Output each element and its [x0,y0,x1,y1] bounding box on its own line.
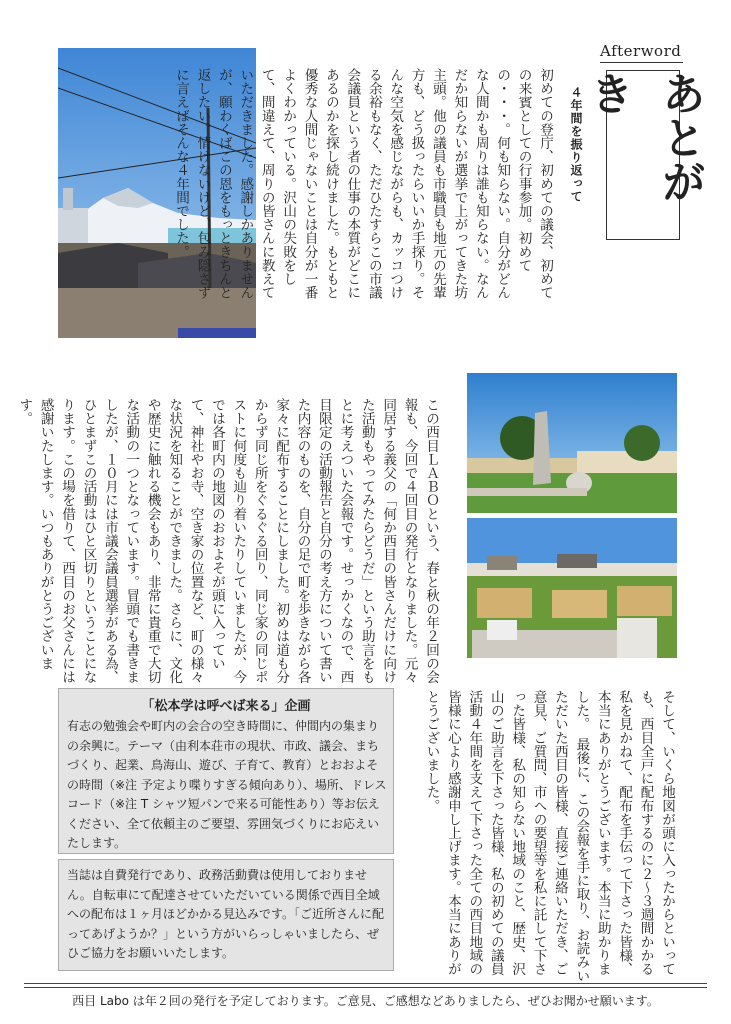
park-photo [467,518,677,658]
thanks-column: そして、いくら地図が頭に入ったからといっても、西目全戸に配布するのに２〜３週間かかる私を見かねて、配布を手伝って下さった皆様、本当にありがとうございます。本当に助かりました。 最後に、この会報を手に取り、お読みいただいた西目の皆様、直接ご連絡いただき、ご意見、ご質問、市への要望等を私に託して下さった皆様、私の知らない地域のこと、歴史、沢山のご助言を下さった皆様、私の初めての議員活動４年間を支えて下さった全ての西目地域の皆様に心より感謝申し上げます。本当にありがとうございました。 [423,690,675,983]
monument-photo [467,373,677,513]
footer-rule [24,987,707,988]
self-funding-note-box [58,859,394,971]
note-box-body: 当誌は自費発行であり、政務活動費は使用しておりません。自転車にて配達させていただいている関係で西目全域への配布は１ヶ月ほどかかる見込みです。「ご近所さんに配ってあげようか？」という方がいらっしゃいましたら、ぜひご協力をお願いいたします。 [67,868,385,960]
header-rule [600,62,683,63]
footer-text: 西目 Labo は年２回の発行を予定しております。ご意見、ご感想などありましたら、ぜひお聞かせ願います。 [72,994,659,1008]
section-subheading: ４年間を振り返って [569,86,583,203]
intro-column: 初めての登庁、初めての議会、初めての来賓としての行事参加。初めての・・・。何も知らない。自分がどんな人間かも周りは誰も知らない。なんだか知らないが選挙で上がってきた坊主頭。他の議員も市職員も地元の先輩方も、どう扱ったらいいか手探り。そんな空気を感じながらも、カッコつける余裕もなく、ただひたすらこの市議会議員という者の仕事の本質がどこにあるのかを探し続けました。もともと優秀な人間じゃないことは自分が一番よくわかっている。沢山の失敗をして、間違えて、周りの皆さんに教えていただきました。感謝しかありませんが、願わくばこの恩をもっときちんと返したい。情けないけど、包み隠さずに言えばそんな４年間でした。 [173,68,553,300]
plan-box-title: 「松本学は呼べば来る」企画 [141,699,311,714]
title-box [582,70,705,240]
plan-box [58,688,394,854]
footer-rule [24,983,707,984]
page-title: あとがき [582,71,705,203]
plan-box-body: 有志の勉強会や町内の会合の空き時間に、仲間内の集まりの余興に。テーマ（由利本荘市の現状、市政、議会、まちづくり、起業、鳥海山、遊び、子育て、教育）とおおよその時間（※注 予定より喋りすぎる傾向あり）、場所、ドレスコード（※注 T シャツ短パンで来る可能性あり）等お伝えください、全て依頼主のご要望、雰囲気づくりにお応えいたします。 [67,719,387,850]
afterword-label: Afterword [600,42,682,60]
labo-report-column: この西目ＬＡＢＯという、春と秋の年２回の会報も、今回で４回目の発行となりました。元々同居する義父の「何か西目の皆さんだけに向けた活動もやってみたらどうだ」という助言をもとに考えついた会報です。せっかくなので、西目限定の活動報告と自分の考え方について書いた内容のものを、自分の足で町を歩きながら各家々に配布することにしました。初めは道も分からず同じ所をぐるぐる回り、同じ家の同じポストに何度も辿り着いたりしていましたが、今では各町内の地図のおおよそが頭に入っていて、神社やお寺、空き家の位置など、町の様々な状況を知ることができました。さらに、文化や歴史に触れる機会もあり、非常に貴重で大切な活動の一つとなっています。冒頭でも書きましたが、１０月には市議会議員選挙がある為、ひとまずこの活動はひと区切りということになります。この場を借りて、西目のお父さんには感謝いたします。いつもありがとうございます。 [16,398,439,684]
